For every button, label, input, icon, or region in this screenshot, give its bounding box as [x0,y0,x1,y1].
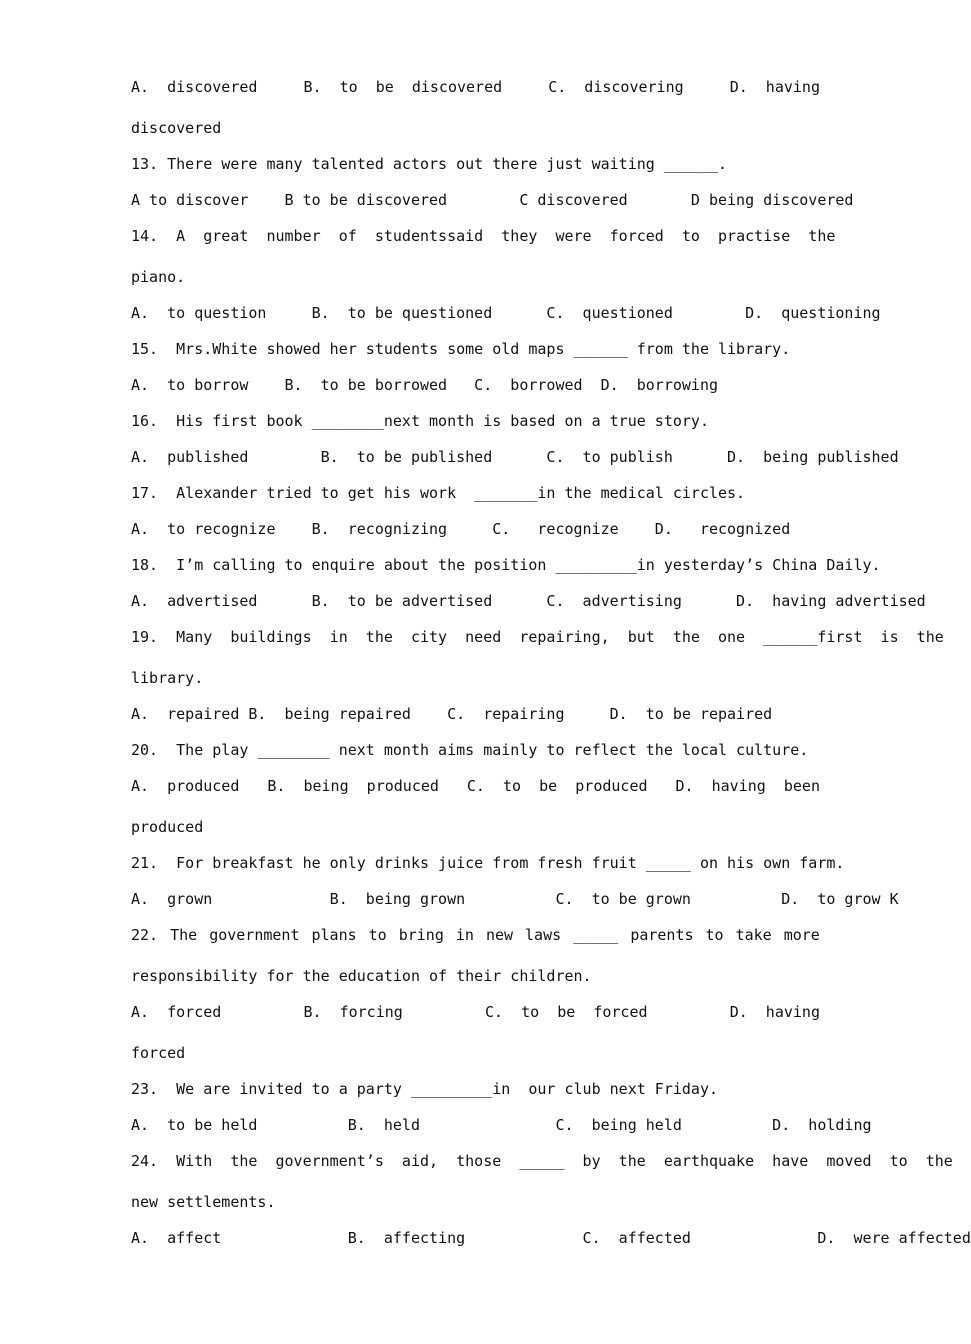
document-line: A. advertised B. to be advertised C. advertising D. having advertised [131,592,926,610]
line-segment: take [735,926,772,944]
line-segment: plans [311,926,357,944]
document-line: forced [131,1044,186,1062]
document-line: A. grown B. being grown C. to be grown D. to grow K [131,890,899,908]
line-segment: The [170,926,198,944]
document-line: responsibility for the education of their children. [131,967,592,985]
document-line: 18. I’m calling to enquire about the position _________in yesterday’s China Daily. [131,556,881,574]
line-segment: _____ [573,926,619,944]
line-segment: A. produced [131,777,240,795]
document-line: A. repaired B. being repaired C. repairing D. to be repaired [131,705,773,723]
line-segment: government [209,926,300,944]
line-segment: in [455,926,474,944]
line-segment: said they were forced to practise the [447,227,836,245]
document-line: 13. There were many talented actors out there just waiting ______. [131,155,728,173]
document-line: 17. Alexander tried to get his work _______in the medical circles. [131,484,746,502]
document-line: A. published B. to be published C. to publish D. being published [131,448,899,466]
line-segment: 14. A great number of students [131,227,448,245]
document-line: new settlements. [131,1193,276,1211]
line-segment: B. being produced [267,777,439,795]
line-segment: B. to be discovered [303,78,503,96]
line-segment: C. discovering [548,78,684,96]
line-segment: new [485,926,514,944]
line-segment: 22. [131,926,159,944]
document-line [131,627,944,647]
line-segment: C. to be forced [484,1003,648,1021]
document-line: 15. Mrs.White showed her students some old maps ______ from the library. [131,340,791,358]
line-segment: C. to be produced [466,777,648,795]
line-segment: D. having [729,1003,820,1021]
document-line: piano. [131,268,186,286]
document-line: A. to question B. to be questioned C. questioned D. questioning [131,304,881,322]
document-line: A. affect B. affecting C. affected D. were affected [131,1229,971,1247]
document-line [131,925,820,945]
line-segment: D. having [729,78,820,96]
line-segment: D. having been [675,777,820,795]
document-line [131,77,820,97]
document-line [131,1151,953,1171]
line-segment: A. forced [131,1003,222,1021]
document-line: 16. His first book ________next month is based on a true story. [131,412,709,430]
line-segment: laws [525,926,562,944]
line-segment: A. discovered [131,78,258,96]
line-segment: bring [398,926,444,944]
line-segment: more [783,926,820,944]
document-line: library. [131,669,204,687]
document-line [131,776,820,796]
line-segment: to [705,926,724,944]
document-line: A to discover B to be discovered C discovered D being discovered [131,191,854,209]
line-segment: to [368,926,387,944]
line-segment: 19. Many buildings in the city need repairing, but the one ______first is the [131,628,944,646]
document-line [131,226,836,246]
document-line: 23. We are invited to a party _________in our club next Friday. [131,1080,718,1098]
document-line [131,1002,820,1022]
document-line: discovered [131,119,222,137]
line-segment: 24. With the government’s aid, those _____ by the earthquake have moved to the [131,1152,953,1170]
line-segment: B. forcing [303,1003,403,1021]
line-segment: parents [630,926,694,944]
document-line: 21. For breakfast he only drinks juice from fresh fruit _____ on his own farm. [131,854,845,872]
document-line: A. to recognize B. recognizing C. recognize D. recognized [131,520,791,538]
document-line: produced [131,818,204,836]
document-line: A. to be held B. held C. being held D. holding [131,1116,872,1134]
document-line: 20. The play ________ next month aims mainly to reflect the local culture. [131,741,809,759]
document-line: A. to borrow B. to be borrowed C. borrowed D. borrowing [131,376,718,394]
